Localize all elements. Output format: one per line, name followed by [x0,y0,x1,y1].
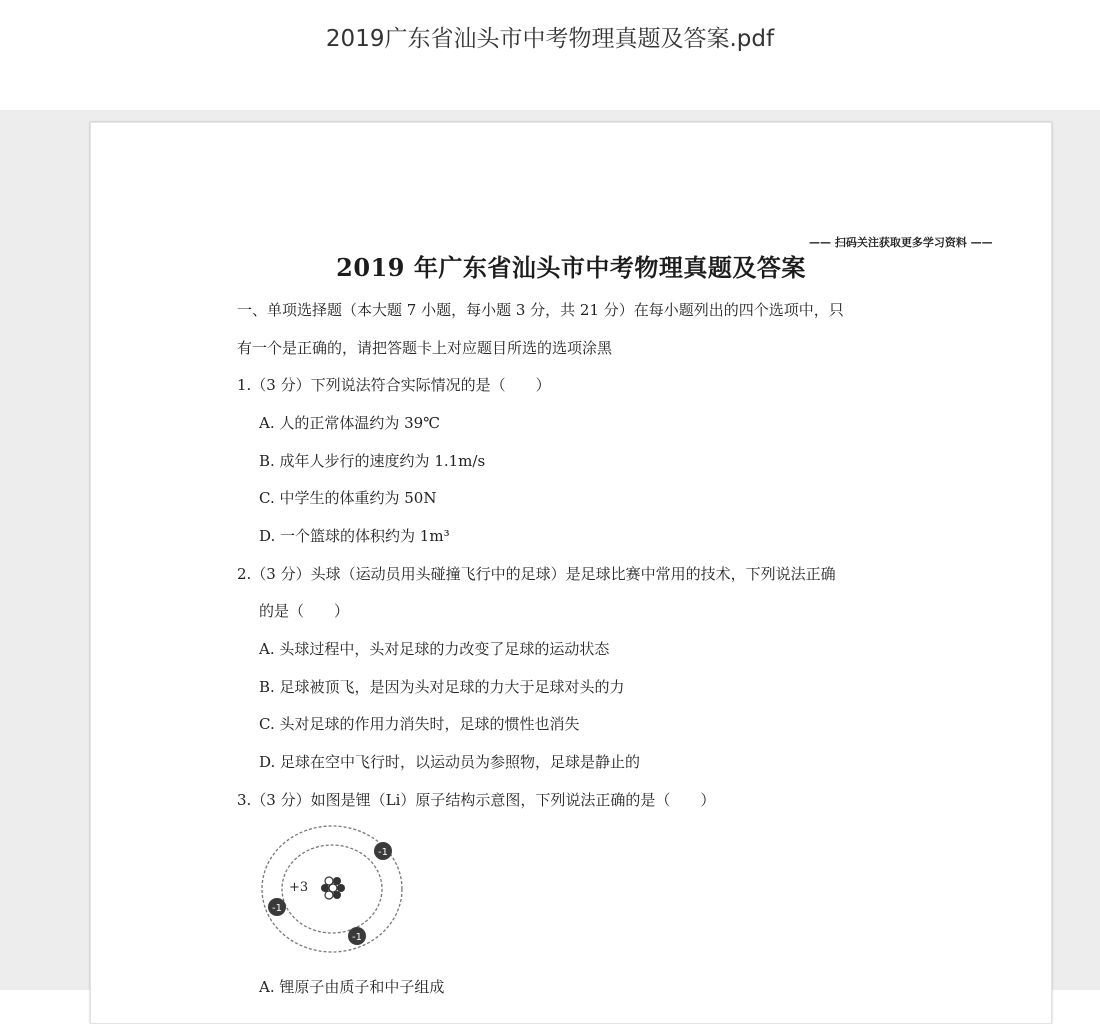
question-1-stem: 1.（3 分）下列说法符合实际情况的是（ ） [237,376,551,394]
pdf-page [90,122,1052,1024]
question-1-option-d: D. 一个篮球的体积约为 1m³ [259,527,450,545]
section-intro-line-1: 一、单项选择题（本大题 7 小题，每小题 3 分，共 21 分）在每小题列出的四个选项中，只 [237,301,844,319]
electron-2-label: -1 [272,903,282,914]
electron-1-label: -1 [378,847,388,858]
pdf-viewer[interactable] [0,110,1100,996]
electron-2 [268,898,286,916]
question-2-stem-line-2: 的是（ ） [259,602,350,620]
question-3-option-a: A. 锂原子由质子和中子组成 [259,978,445,996]
question-2-option-c: C. 头对足球的作用力消失时，足球的惯性也消失 [259,715,580,733]
nucleus [321,877,345,899]
nucleus-charge-label: +3 [289,880,309,895]
question-2-stem-line-1: 2.（3 分）头球（运动员用头碰撞飞行中的足球）是足球比赛中常用的技术，下列说法正确 [237,565,836,583]
lithium-atom-diagram [257,821,407,961]
question-2-option-b: B. 足球被顶飞，是因为头对足球的力大于足球对头的力 [259,678,625,696]
watermark-text: —— 扫码关注获取更多学习资料 —— [809,236,993,249]
question-3-stem: 3.（3 分）如图是锂（Li）原子结构示意图，下列说法正确的是（ ） [237,791,716,809]
question-2-option-a: A. 头球过程中，头对足球的力改变了足球的运动状态 [259,640,610,658]
file-title: 2019广东省汕头市中考物理真题及答案.pdf [325,26,775,52]
question-1-option-a: A. 人的正常体温约为 39℃ [259,414,441,432]
electron-1 [374,842,392,860]
electron-3 [348,927,366,945]
section-intro-line-2: 有一个是正确的，请把答题卡上对应题目所选的选项涂黑 [237,339,613,357]
question-1-option-b: B. 成年人步行的速度约为 1.1m/s [259,452,486,470]
question-1-option-c: C. 中学生的体重约为 50N [259,489,437,507]
document-title: 2019 年广东省汕头市中考物理真题及答案 [336,253,806,282]
question-2-option-d: D. 足球在空中飞行时，以运动员为参照物，足球是静止的 [259,753,641,771]
electron-3-label: -1 [352,932,362,943]
title-bar [0,0,1100,110]
